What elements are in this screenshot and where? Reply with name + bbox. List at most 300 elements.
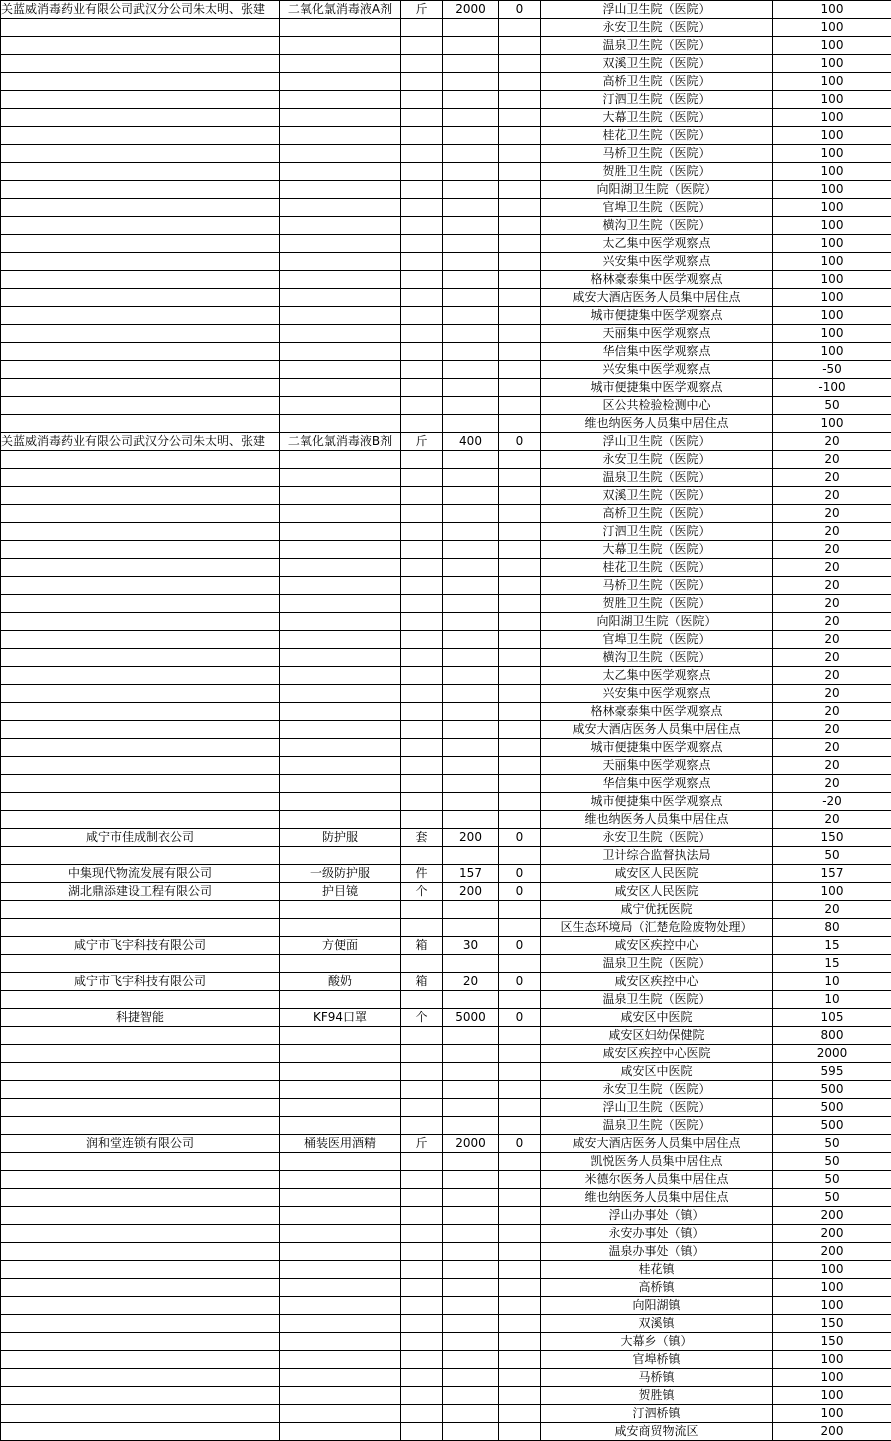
- unit-cell: [401, 1063, 443, 1081]
- unit-cell: 件: [401, 865, 443, 883]
- amount-cell: 100: [773, 145, 891, 163]
- item-cell: [280, 73, 401, 91]
- table-row: [1, 919, 891, 937]
- table-row: [1, 649, 891, 667]
- recipient-cell: 华信集中医学观察点: [541, 775, 773, 793]
- amount-cell: -20: [773, 793, 891, 811]
- unit-cell: [401, 793, 443, 811]
- amount-cell: 20: [773, 613, 891, 631]
- recipient-cell: 区公共检验检测中心: [541, 397, 773, 415]
- recipient-cell: 城市便捷集中医学观察点: [541, 739, 773, 757]
- amount-cell: 10: [773, 991, 891, 1009]
- supplier-cell: [1, 199, 280, 217]
- amount-cell: 20: [773, 595, 891, 613]
- item-cell: [280, 811, 401, 829]
- item-cell: [280, 343, 401, 361]
- unit-cell: [401, 325, 443, 343]
- quantity-cell: [443, 1387, 499, 1405]
- stock-cell: 0: [499, 433, 541, 451]
- recipient-cell: 城市便捷集中医学观察点: [541, 379, 773, 397]
- table-row: [1, 829, 891, 847]
- amount-cell: 200: [773, 1243, 891, 1261]
- item-cell: [280, 1225, 401, 1243]
- table-row: [1, 181, 891, 199]
- amount-cell: 20: [773, 487, 891, 505]
- stock-cell: [499, 919, 541, 937]
- table-row: [1, 559, 891, 577]
- item-cell: [280, 253, 401, 271]
- supplier-cell: [1, 1207, 280, 1225]
- amount-cell: 50: [773, 397, 891, 415]
- table-row: [1, 289, 891, 307]
- item-cell: [280, 361, 401, 379]
- supplier-cell: [1, 1027, 280, 1045]
- table-row: [1, 595, 891, 613]
- table-row: [1, 811, 891, 829]
- stock-cell: [499, 109, 541, 127]
- quantity-cell: [443, 55, 499, 73]
- unit-cell: [401, 397, 443, 415]
- unit-cell: 个: [401, 883, 443, 901]
- item-cell: [280, 1117, 401, 1135]
- item-cell: 桶装医用酒精: [280, 1135, 401, 1153]
- quantity-cell: 20: [443, 973, 499, 991]
- supplier-cell: [1, 667, 280, 685]
- quantity-cell: [443, 307, 499, 325]
- amount-cell: 500: [773, 1099, 891, 1117]
- stock-cell: 0: [499, 829, 541, 847]
- quantity-cell: 2000: [443, 1, 499, 19]
- table-row: [1, 271, 891, 289]
- quantity-cell: [443, 1117, 499, 1135]
- recipient-cell: 咸安大酒店医务人员集中居住点: [541, 721, 773, 739]
- recipient-cell: 双溪卫生院（医院）: [541, 487, 773, 505]
- quantity-cell: [443, 649, 499, 667]
- supplier-cell: [1, 109, 280, 127]
- stock-cell: [499, 1189, 541, 1207]
- stock-cell: 0: [499, 883, 541, 901]
- stock-cell: [499, 901, 541, 919]
- quantity-cell: [443, 1405, 499, 1423]
- stock-cell: [499, 217, 541, 235]
- recipient-cell: 横沟卫生院（医院）: [541, 649, 773, 667]
- amount-cell: 10: [773, 973, 891, 991]
- amount-cell: 100: [773, 199, 891, 217]
- quantity-cell: [443, 541, 499, 559]
- unit-cell: [401, 631, 443, 649]
- unit-cell: [401, 163, 443, 181]
- stock-cell: [499, 1423, 541, 1441]
- recipient-cell: 米德尔医务人员集中居住点: [541, 1171, 773, 1189]
- recipient-cell: 温泉卫生院（医院）: [541, 1117, 773, 1135]
- unit-cell: [401, 379, 443, 397]
- quantity-cell: [443, 775, 499, 793]
- supplier-cell: [1, 541, 280, 559]
- amount-cell: 100: [773, 289, 891, 307]
- quantity-cell: [443, 559, 499, 577]
- item-cell: [280, 379, 401, 397]
- unit-cell: [401, 469, 443, 487]
- amount-cell: 50: [773, 847, 891, 865]
- stock-cell: [499, 1243, 541, 1261]
- amount-cell: 50: [773, 1189, 891, 1207]
- stock-cell: [499, 1297, 541, 1315]
- recipient-cell: 咸安区人民医院: [541, 883, 773, 901]
- stock-cell: [499, 145, 541, 163]
- table-row: [1, 487, 891, 505]
- recipient-cell: 浮山卫生院（医院）: [541, 1, 773, 19]
- stock-cell: [499, 775, 541, 793]
- table-row: [1, 613, 891, 631]
- quantity-cell: [443, 181, 499, 199]
- stock-cell: 0: [499, 937, 541, 955]
- item-cell: [280, 919, 401, 937]
- amount-cell: 100: [773, 1387, 891, 1405]
- item-cell: [280, 523, 401, 541]
- item-cell: [280, 667, 401, 685]
- stock-cell: [499, 1063, 541, 1081]
- supplier-cell: [1, 253, 280, 271]
- item-cell: 二氧化氯消毒液B剂: [280, 433, 401, 451]
- amount-cell: 20: [773, 505, 891, 523]
- supplier-cell: [1, 487, 280, 505]
- table-row: [1, 955, 891, 973]
- item-cell: [280, 649, 401, 667]
- recipient-cell: 太乙集中医学观察点: [541, 667, 773, 685]
- unit-cell: [401, 1333, 443, 1351]
- quantity-cell: [443, 1297, 499, 1315]
- amount-cell: 20: [773, 649, 891, 667]
- table-row: [1, 253, 891, 271]
- item-cell: [280, 91, 401, 109]
- stock-cell: [499, 379, 541, 397]
- quantity-cell: [443, 469, 499, 487]
- supplier-cell: 科捷智能: [1, 1009, 280, 1027]
- unit-cell: [401, 19, 443, 37]
- stock-cell: [499, 721, 541, 739]
- stock-cell: [499, 1351, 541, 1369]
- stock-cell: [499, 451, 541, 469]
- quantity-cell: 400: [443, 433, 499, 451]
- supplier-cell: [1, 289, 280, 307]
- recipient-cell: 高桥卫生院（医院）: [541, 73, 773, 91]
- unit-cell: [401, 1351, 443, 1369]
- quantity-cell: [443, 1153, 499, 1171]
- amount-cell: 20: [773, 667, 891, 685]
- unit-cell: [401, 91, 443, 109]
- unit-cell: [401, 685, 443, 703]
- item-cell: [280, 109, 401, 127]
- recipient-cell: 永安卫生院（医院）: [541, 829, 773, 847]
- recipient-cell: 大幕卫生院（医院）: [541, 541, 773, 559]
- unit-cell: [401, 1099, 443, 1117]
- recipient-cell: 卫计综合监督执法局: [541, 847, 773, 865]
- amount-cell: 200: [773, 1423, 891, 1441]
- recipient-cell: 贺胜卫生院（医院）: [541, 163, 773, 181]
- recipient-cell: 温泉卫生院（医院）: [541, 955, 773, 973]
- item-cell: [280, 703, 401, 721]
- recipient-cell: 桂花卫生院（医院）: [541, 127, 773, 145]
- amount-cell: 15: [773, 955, 891, 973]
- table-row: [1, 19, 891, 37]
- item-cell: [280, 307, 401, 325]
- supplier-cell: [1, 163, 280, 181]
- table-row: [1, 739, 891, 757]
- supplier-cell: 润和堂连锁有限公司: [1, 1135, 280, 1153]
- table-row: [1, 865, 891, 883]
- supplier-cell: [1, 1333, 280, 1351]
- item-cell: [280, 1423, 401, 1441]
- unit-cell: [401, 1153, 443, 1171]
- amount-cell: 100: [773, 127, 891, 145]
- table-row: [1, 631, 891, 649]
- recipient-cell: 双溪镇: [541, 1315, 773, 1333]
- amount-cell: 100: [773, 37, 891, 55]
- unit-cell: 个: [401, 1009, 443, 1027]
- table-row: [1, 991, 891, 1009]
- stock-cell: 0: [499, 973, 541, 991]
- supplier-cell: 咸宁市飞宇科技有限公司: [1, 973, 280, 991]
- table-row: [1, 1171, 891, 1189]
- item-cell: 方便面: [280, 937, 401, 955]
- stock-cell: [499, 235, 541, 253]
- table-row: [1, 1045, 891, 1063]
- quantity-cell: 5000: [443, 1009, 499, 1027]
- amount-cell: 100: [773, 415, 891, 433]
- quantity-cell: 30: [443, 937, 499, 955]
- table-row: [1, 541, 891, 559]
- amount-cell: 150: [773, 829, 891, 847]
- quantity-cell: [443, 505, 499, 523]
- quantity-cell: [443, 109, 499, 127]
- supplier-cell: [1, 469, 280, 487]
- quantity-cell: [443, 487, 499, 505]
- quantity-cell: [443, 1171, 499, 1189]
- item-cell: 二氧化氯消毒液A剂: [280, 1, 401, 19]
- table-row: [1, 433, 891, 451]
- unit-cell: [401, 1117, 443, 1135]
- item-cell: 酸奶: [280, 973, 401, 991]
- item-cell: [280, 1297, 401, 1315]
- unit-cell: [401, 199, 443, 217]
- amount-cell: 100: [773, 1405, 891, 1423]
- quantity-cell: [443, 955, 499, 973]
- stock-cell: [499, 955, 541, 973]
- amount-cell: 2000: [773, 1045, 891, 1063]
- amount-cell: 150: [773, 1315, 891, 1333]
- amount-cell: 20: [773, 469, 891, 487]
- recipient-cell: 咸安区中医院: [541, 1063, 773, 1081]
- item-cell: [280, 577, 401, 595]
- amount-cell: 50: [773, 1153, 891, 1171]
- table-row: [1, 1225, 891, 1243]
- amount-cell: -50: [773, 361, 891, 379]
- stock-cell: [499, 793, 541, 811]
- unit-cell: [401, 667, 443, 685]
- supplier-cell: [1, 1189, 280, 1207]
- unit-cell: [401, 703, 443, 721]
- recipient-cell: 兴安集中医学观察点: [541, 253, 773, 271]
- unit-cell: [401, 1225, 443, 1243]
- item-cell: [280, 1405, 401, 1423]
- stock-cell: [499, 577, 541, 595]
- quantity-cell: [443, 289, 499, 307]
- recipient-cell: 高桥镇: [541, 1279, 773, 1297]
- recipient-cell: 浮山卫生院（医院）: [541, 1099, 773, 1117]
- amount-cell: 105: [773, 1009, 891, 1027]
- amount-cell: 100: [773, 1279, 891, 1297]
- item-cell: [280, 1351, 401, 1369]
- item-cell: [280, 757, 401, 775]
- unit-cell: [401, 109, 443, 127]
- amount-cell: 100: [773, 883, 891, 901]
- unit-cell: [401, 1405, 443, 1423]
- table-row: [1, 505, 891, 523]
- stock-cell: [499, 505, 541, 523]
- supplier-cell: [1, 217, 280, 235]
- stock-cell: 0: [499, 1, 541, 19]
- table-row: [1, 1243, 891, 1261]
- supplier-cell: [1, 1063, 280, 1081]
- supplier-cell: [1, 1297, 280, 1315]
- quantity-cell: [443, 919, 499, 937]
- supplier-cell: [1, 1045, 280, 1063]
- item-cell: [280, 469, 401, 487]
- quantity-cell: [443, 685, 499, 703]
- table-row: [1, 325, 891, 343]
- amount-cell: 100: [773, 19, 891, 37]
- table-row: [1, 667, 891, 685]
- table-row: [1, 451, 891, 469]
- supplier-cell: [1, 847, 280, 865]
- stock-cell: [499, 325, 541, 343]
- stock-cell: [499, 343, 541, 361]
- amount-cell: 50: [773, 1135, 891, 1153]
- item-cell: [280, 775, 401, 793]
- table-row: [1, 1063, 891, 1081]
- table-row: [1, 1333, 891, 1351]
- recipient-cell: 区生态环境局（汇楚危险废物处理）: [541, 919, 773, 937]
- table-row: [1, 1315, 891, 1333]
- recipient-cell: 永安卫生院（医院）: [541, 19, 773, 37]
- table-row: [1, 1009, 891, 1027]
- table-row: [1, 757, 891, 775]
- quantity-cell: [443, 1225, 499, 1243]
- amount-cell: 100: [773, 325, 891, 343]
- supplier-cell: [1, 1351, 280, 1369]
- recipient-cell: 汀泗桥镇: [541, 1405, 773, 1423]
- amount-cell: 157: [773, 865, 891, 883]
- unit-cell: [401, 613, 443, 631]
- quantity-cell: [443, 1189, 499, 1207]
- recipient-cell: 咸安区疾控中心: [541, 973, 773, 991]
- unit-cell: [401, 1243, 443, 1261]
- item-cell: [280, 19, 401, 37]
- amount-cell: 100: [773, 109, 891, 127]
- stock-cell: [499, 1153, 541, 1171]
- supplier-cell: [1, 1423, 280, 1441]
- recipient-cell: 兴安集中医学观察点: [541, 361, 773, 379]
- recipient-cell: 咸安区疾控中心: [541, 937, 773, 955]
- supplier-cell: 咸宁市飞宇科技有限公司: [1, 937, 280, 955]
- table-row: [1, 199, 891, 217]
- recipient-cell: 格林豪泰集中医学观察点: [541, 703, 773, 721]
- item-cell: [280, 1261, 401, 1279]
- stock-cell: [499, 991, 541, 1009]
- item-cell: [280, 289, 401, 307]
- table-row: [1, 721, 891, 739]
- amount-cell: 20: [773, 685, 891, 703]
- unit-cell: [401, 73, 443, 91]
- item-cell: [280, 1153, 401, 1171]
- quantity-cell: [443, 145, 499, 163]
- table-row: [1, 1261, 891, 1279]
- table-row: [1, 1423, 891, 1441]
- unit-cell: 斤: [401, 1135, 443, 1153]
- table-row: [1, 415, 891, 433]
- supplier-cell: [1, 739, 280, 757]
- table-row: [1, 1405, 891, 1423]
- table-row: [1, 1117, 891, 1135]
- amount-cell: 500: [773, 1081, 891, 1099]
- item-cell: [280, 37, 401, 55]
- amount-cell: 20: [773, 757, 891, 775]
- table-row: [1, 1351, 891, 1369]
- recipient-cell: 维也纳医务人员集中居住点: [541, 811, 773, 829]
- amount-cell: 150: [773, 1333, 891, 1351]
- recipient-cell: 汀泗卫生院（医院）: [541, 91, 773, 109]
- table-row: [1, 307, 891, 325]
- recipient-cell: 咸安区疾控中心医院: [541, 1045, 773, 1063]
- unit-cell: 斤: [401, 433, 443, 451]
- supplier-cell: [1, 793, 280, 811]
- quantity-cell: [443, 1063, 499, 1081]
- recipient-cell: 桂花镇: [541, 1261, 773, 1279]
- unit-cell: [401, 757, 443, 775]
- amount-cell: 20: [773, 541, 891, 559]
- stock-cell: [499, 1207, 541, 1225]
- recipient-cell: 浮山办事处（镇）: [541, 1207, 773, 1225]
- supplier-cell: [1, 361, 280, 379]
- quantity-cell: [443, 325, 499, 343]
- quantity-cell: [443, 1207, 499, 1225]
- unit-cell: [401, 361, 443, 379]
- quantity-cell: [443, 739, 499, 757]
- recipient-cell: 温泉卫生院（医院）: [541, 37, 773, 55]
- supplier-cell: [1, 1153, 280, 1171]
- stock-cell: [499, 19, 541, 37]
- item-cell: [280, 415, 401, 433]
- amount-cell: 100: [773, 181, 891, 199]
- unit-cell: [401, 181, 443, 199]
- recipient-cell: 贺胜镇: [541, 1387, 773, 1405]
- table-row: [1, 397, 891, 415]
- unit-cell: [401, 253, 443, 271]
- recipient-cell: 咸宁优抚医院: [541, 901, 773, 919]
- table-row: [1, 1, 891, 19]
- quantity-cell: [443, 577, 499, 595]
- stock-cell: [499, 199, 541, 217]
- unit-cell: 箱: [401, 937, 443, 955]
- supplier-cell: [1, 343, 280, 361]
- amount-cell: 20: [773, 523, 891, 541]
- table-row: [1, 523, 891, 541]
- unit-cell: [401, 775, 443, 793]
- recipient-cell: 官埠桥镇: [541, 1351, 773, 1369]
- supplier-cell: [1, 523, 280, 541]
- stock-cell: [499, 1279, 541, 1297]
- quantity-cell: [443, 847, 499, 865]
